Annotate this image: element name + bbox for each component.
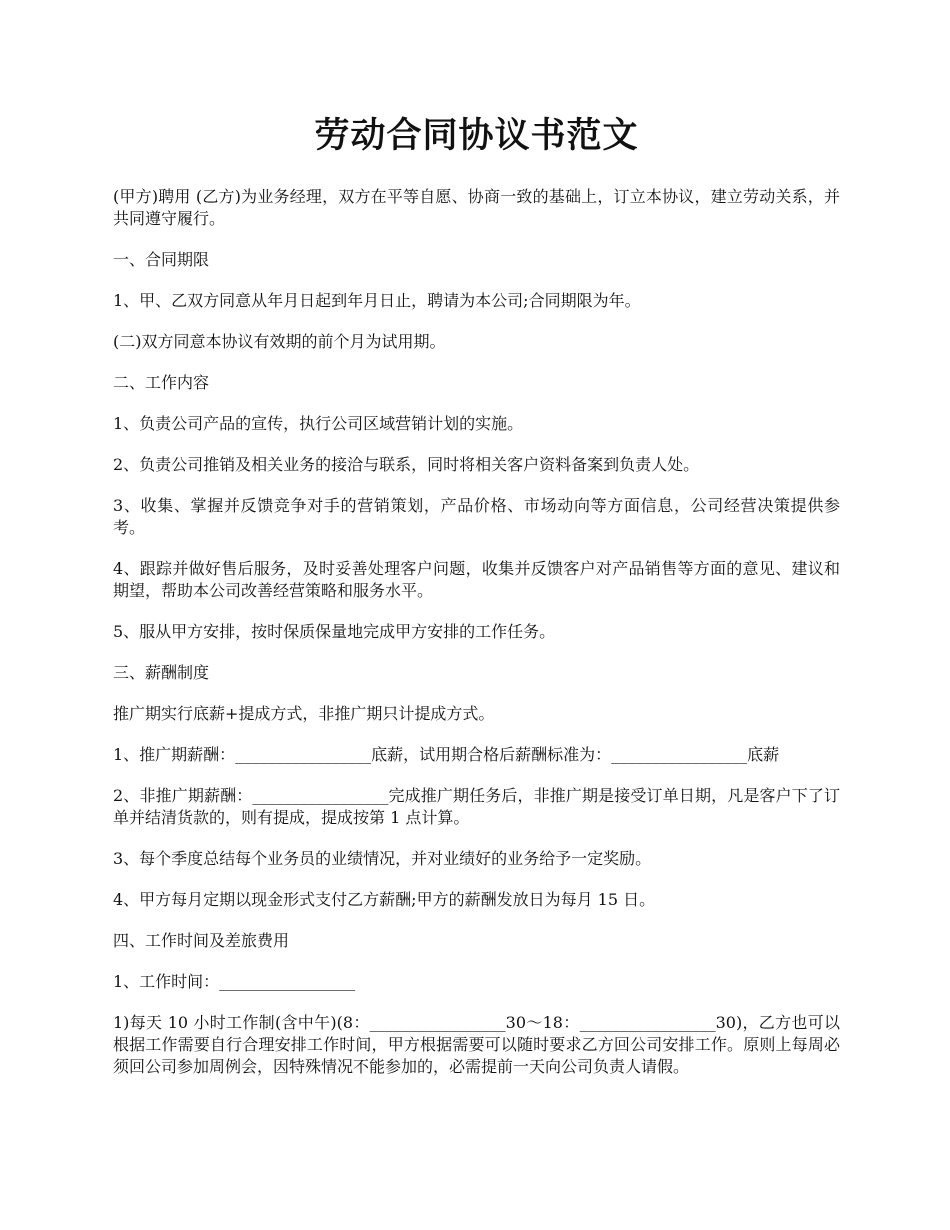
intro-paragraph: (甲方)聘用 (乙方)为业务经理，双方在平等自愿、协商一致的基础上，订立本协议，建立劳动关系，并共同遵守履行。	[113, 187, 840, 228]
section-heading-work-content: 二、工作内容	[113, 373, 210, 392]
paragraph-salary-4: 4、甲方每月定期以现金形式支付乙方薪酬;甲方的薪酬发放日为每月 15 日。	[113, 890, 656, 909]
paragraph-work-time-detail: 1)每天 10 小时工作制(含中午)(8：_________________30～18：_________________30)，乙方也可以根据工作需要自行合理安排工作时间，甲方根据需要可以随时要求乙方回公司安排工作。原则上每周必须回公司参加周例会，因特殊情况不能参加的，必需提前一天向公司负责人请假。	[113, 1013, 840, 1076]
paragraph-work-time-1: 1、工作时间：_________________	[113, 972, 356, 991]
section-heading-work-time: 四、工作时间及差旅费用	[113, 931, 290, 950]
paragraph-salary-2: 2、非推广期薪酬：_________________完成推广期任务后，非推广期是接受订单日期，凡是客户下了订单并结清货款的，则有提成，提成按第 1 点计算。	[113, 786, 840, 827]
section-heading-contract-term: 一、合同期限	[113, 250, 210, 269]
paragraph-work-2: 2、负责公司推销及相关业务的接洽与联系，同时将相关客户资料备案到负责人处。	[113, 455, 700, 474]
paragraph-work-3: 3、收集、掌握并反馈竞争对手的营销策划，产品价格、市场动向等方面信息，公司经营决策提供参考。	[113, 496, 840, 537]
paragraph-probation: (二)双方同意本协议有效期的前个月为试用期。	[113, 332, 446, 351]
paragraph-salary-3: 3、每个季度总结每个业务员的业绩情况，并对业绩好的业务给予一定奖励。	[113, 849, 652, 868]
paragraph-salary-intro: 推广期实行底薪+提成方式，非推广期只计提成方式。	[113, 704, 495, 723]
paragraph-work-5: 5、服从甲方安排，按时保质保量地完成甲方安排的工作任务。	[113, 622, 556, 641]
paragraph-salary-1: 1、推广期薪酬：_________________底薪，试用期合格后薪酬标准为：_________________底薪	[113, 745, 780, 764]
section-heading-salary: 三、薪酬制度	[113, 663, 210, 682]
paragraph-term-1: 1、甲、乙双方同意从年月日起到年月日止，聘请为本公司;合同期限为年。	[113, 291, 641, 310]
document-page	[113, 110, 840, 1097]
paragraph-work-4: 4、跟踪并做好售后服务，及时妥善处理客户问题，收集并反馈客户对产品销售等方面的意见、建议和期望，帮助本公司改善经营策略和服务水平。	[113, 559, 840, 600]
document-title: 劳动合同协议书范文	[314, 115, 639, 156]
paragraph-work-1: 1、负责公司产品的宣传，执行公司区域营销计划的实施。	[113, 414, 524, 433]
